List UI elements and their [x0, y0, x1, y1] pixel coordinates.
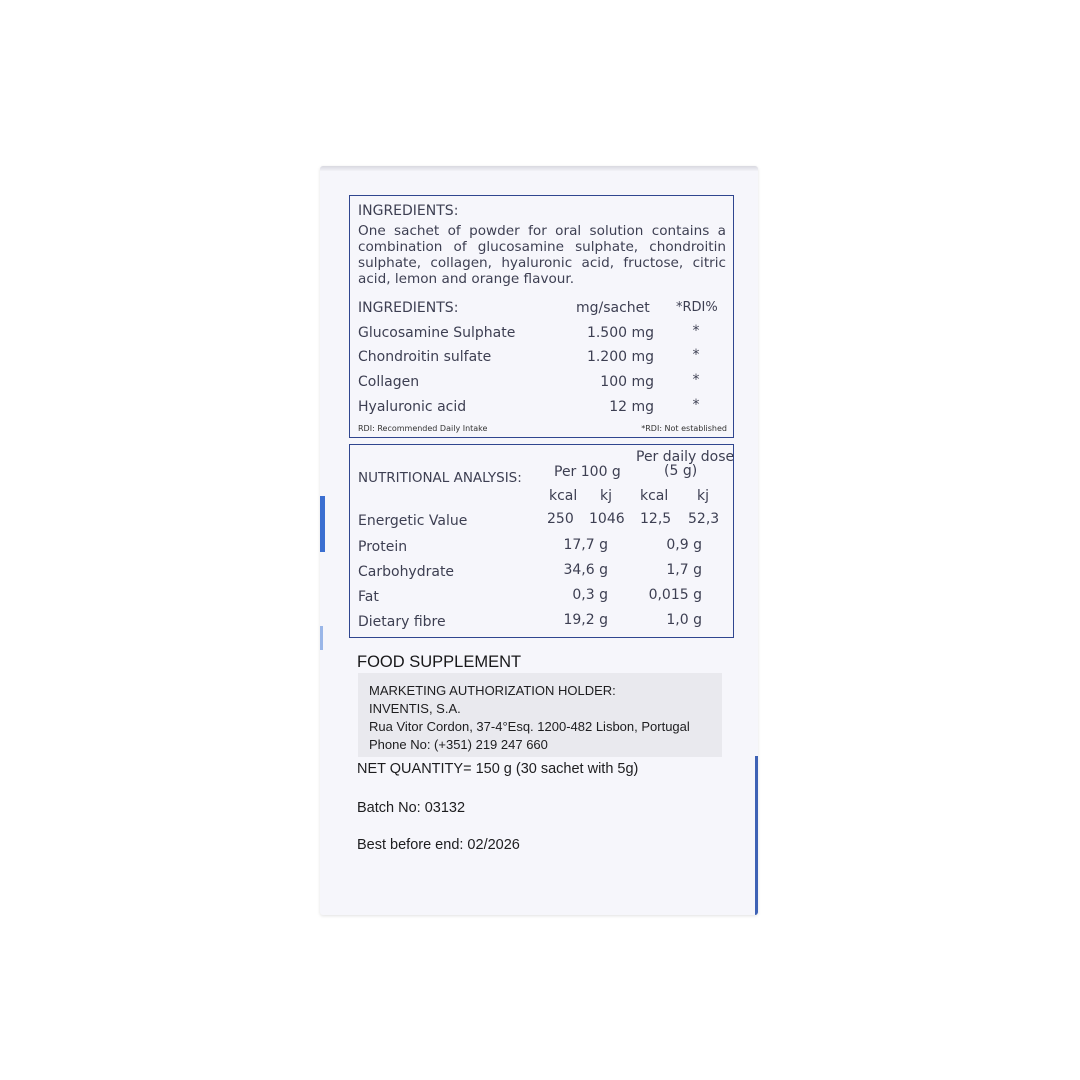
nutrient-per100: 0,3 g: [572, 587, 608, 603]
kj-unit-header: kj: [600, 488, 612, 504]
holder-heading: MARKETING AUTHORIZATION HOLDER:: [369, 683, 616, 698]
nutrient-dose: 0,9 g: [666, 537, 702, 553]
nutrition-heading: NUTRITIONAL ANALYSIS:: [358, 470, 522, 486]
nutrient-per100: 19,2 g: [563, 612, 608, 628]
holder-phone: Phone No: (+351) 219 247 660: [369, 737, 548, 752]
ingredients-table-label: INGREDIENTS:: [358, 300, 459, 316]
nutrient-dose: 0,015 g: [648, 587, 702, 603]
left-side-blue-stripe-2: [320, 626, 323, 650]
ingredient-row-name: Hyaluronic acid: [358, 399, 467, 415]
box-top-edge: [320, 166, 758, 171]
rdi-footnote: RDI: Recommended Daily Intake: [358, 424, 488, 433]
energy-label: Energetic Value: [358, 513, 468, 529]
rdi-not-established-note: *RDI: Not established: [641, 424, 727, 433]
net-quantity: NET QUANTITY= 150 g (30 sachet with 5g): [357, 761, 639, 777]
nutrient-name: Protein: [358, 539, 408, 555]
nutrient-per100: 34,6 g: [563, 562, 608, 578]
ingredient-row-amount: 12 mg: [609, 399, 654, 415]
ingredient-row-name: Glucosamine Sulphate: [358, 325, 516, 341]
ingredient-row-rdi: *: [692, 323, 700, 339]
nutrient-per100: 17,7 g: [563, 537, 608, 553]
energy-kj-100g: 1046: [589, 511, 625, 527]
ingredients-description: One sachet of powder for oral solution contains a combination of glucosamine sulphate, chondroitin sulphate, collagen, hyaluronic acid, fructose, citric acid, lemon and orange flavour.: [358, 223, 726, 287]
ingredients-unit-header: mg/sachet: [576, 300, 650, 316]
ingredients-panel: [349, 195, 734, 438]
per-daily-dose-header: Per daily dose: [636, 449, 735, 465]
batch-number: Batch No: 03132: [357, 800, 466, 816]
food-supplement-title: FOOD SUPPLEMENT: [357, 653, 522, 671]
energy-kcal-dose: 12,5: [640, 511, 672, 527]
left-side-blue-stripe: [320, 496, 325, 552]
nutrient-name: Fat: [358, 589, 379, 605]
kcal-unit-header: kcal: [640, 488, 669, 504]
nutrition-panel: [349, 444, 734, 638]
holder-company: INVENTIS, S.A.: [369, 701, 461, 716]
ingredient-row-name: Chondroitin sulfate: [358, 349, 492, 365]
ingredient-row-amount: 1.200 mg: [586, 349, 654, 365]
per-100g-header: Per 100 g: [554, 464, 621, 480]
best-before-date: Best before end: 02/2026: [357, 837, 520, 853]
ingredient-row-amount: 1.500 mg: [586, 325, 654, 341]
nutrient-name: Carbohydrate: [358, 564, 455, 580]
kj-unit-header: kj: [697, 488, 709, 504]
nutrient-dose: 1,0 g: [666, 612, 702, 628]
kcal-unit-header: kcal: [549, 488, 578, 504]
nutrient-dose: 1,7 g: [666, 562, 702, 578]
holder-label: [358, 673, 722, 757]
ingredient-row-name: Collagen: [358, 374, 420, 390]
energy-kj-dose: 52,3: [688, 511, 720, 527]
energy-kcal-100g: 250: [547, 511, 574, 527]
ingredients-heading: INGREDIENTS:: [358, 203, 459, 219]
right-side-blue-stripe: [755, 756, 758, 915]
per-daily-dose-weight: (5 g): [664, 463, 698, 479]
ingredient-row-rdi: *: [692, 372, 700, 388]
ingredients-rdi-header: *RDI%: [676, 300, 718, 315]
nutrient-name: Dietary fibre: [358, 614, 446, 630]
ingredient-row-rdi: *: [692, 347, 700, 363]
holder-address: Rua Vitor Cordon, 37-4°Esq. 1200-482 Lisbon, Portugal: [369, 719, 690, 734]
ingredient-row-amount: 100 mg: [600, 374, 654, 390]
ingredient-row-rdi: *: [692, 397, 700, 413]
